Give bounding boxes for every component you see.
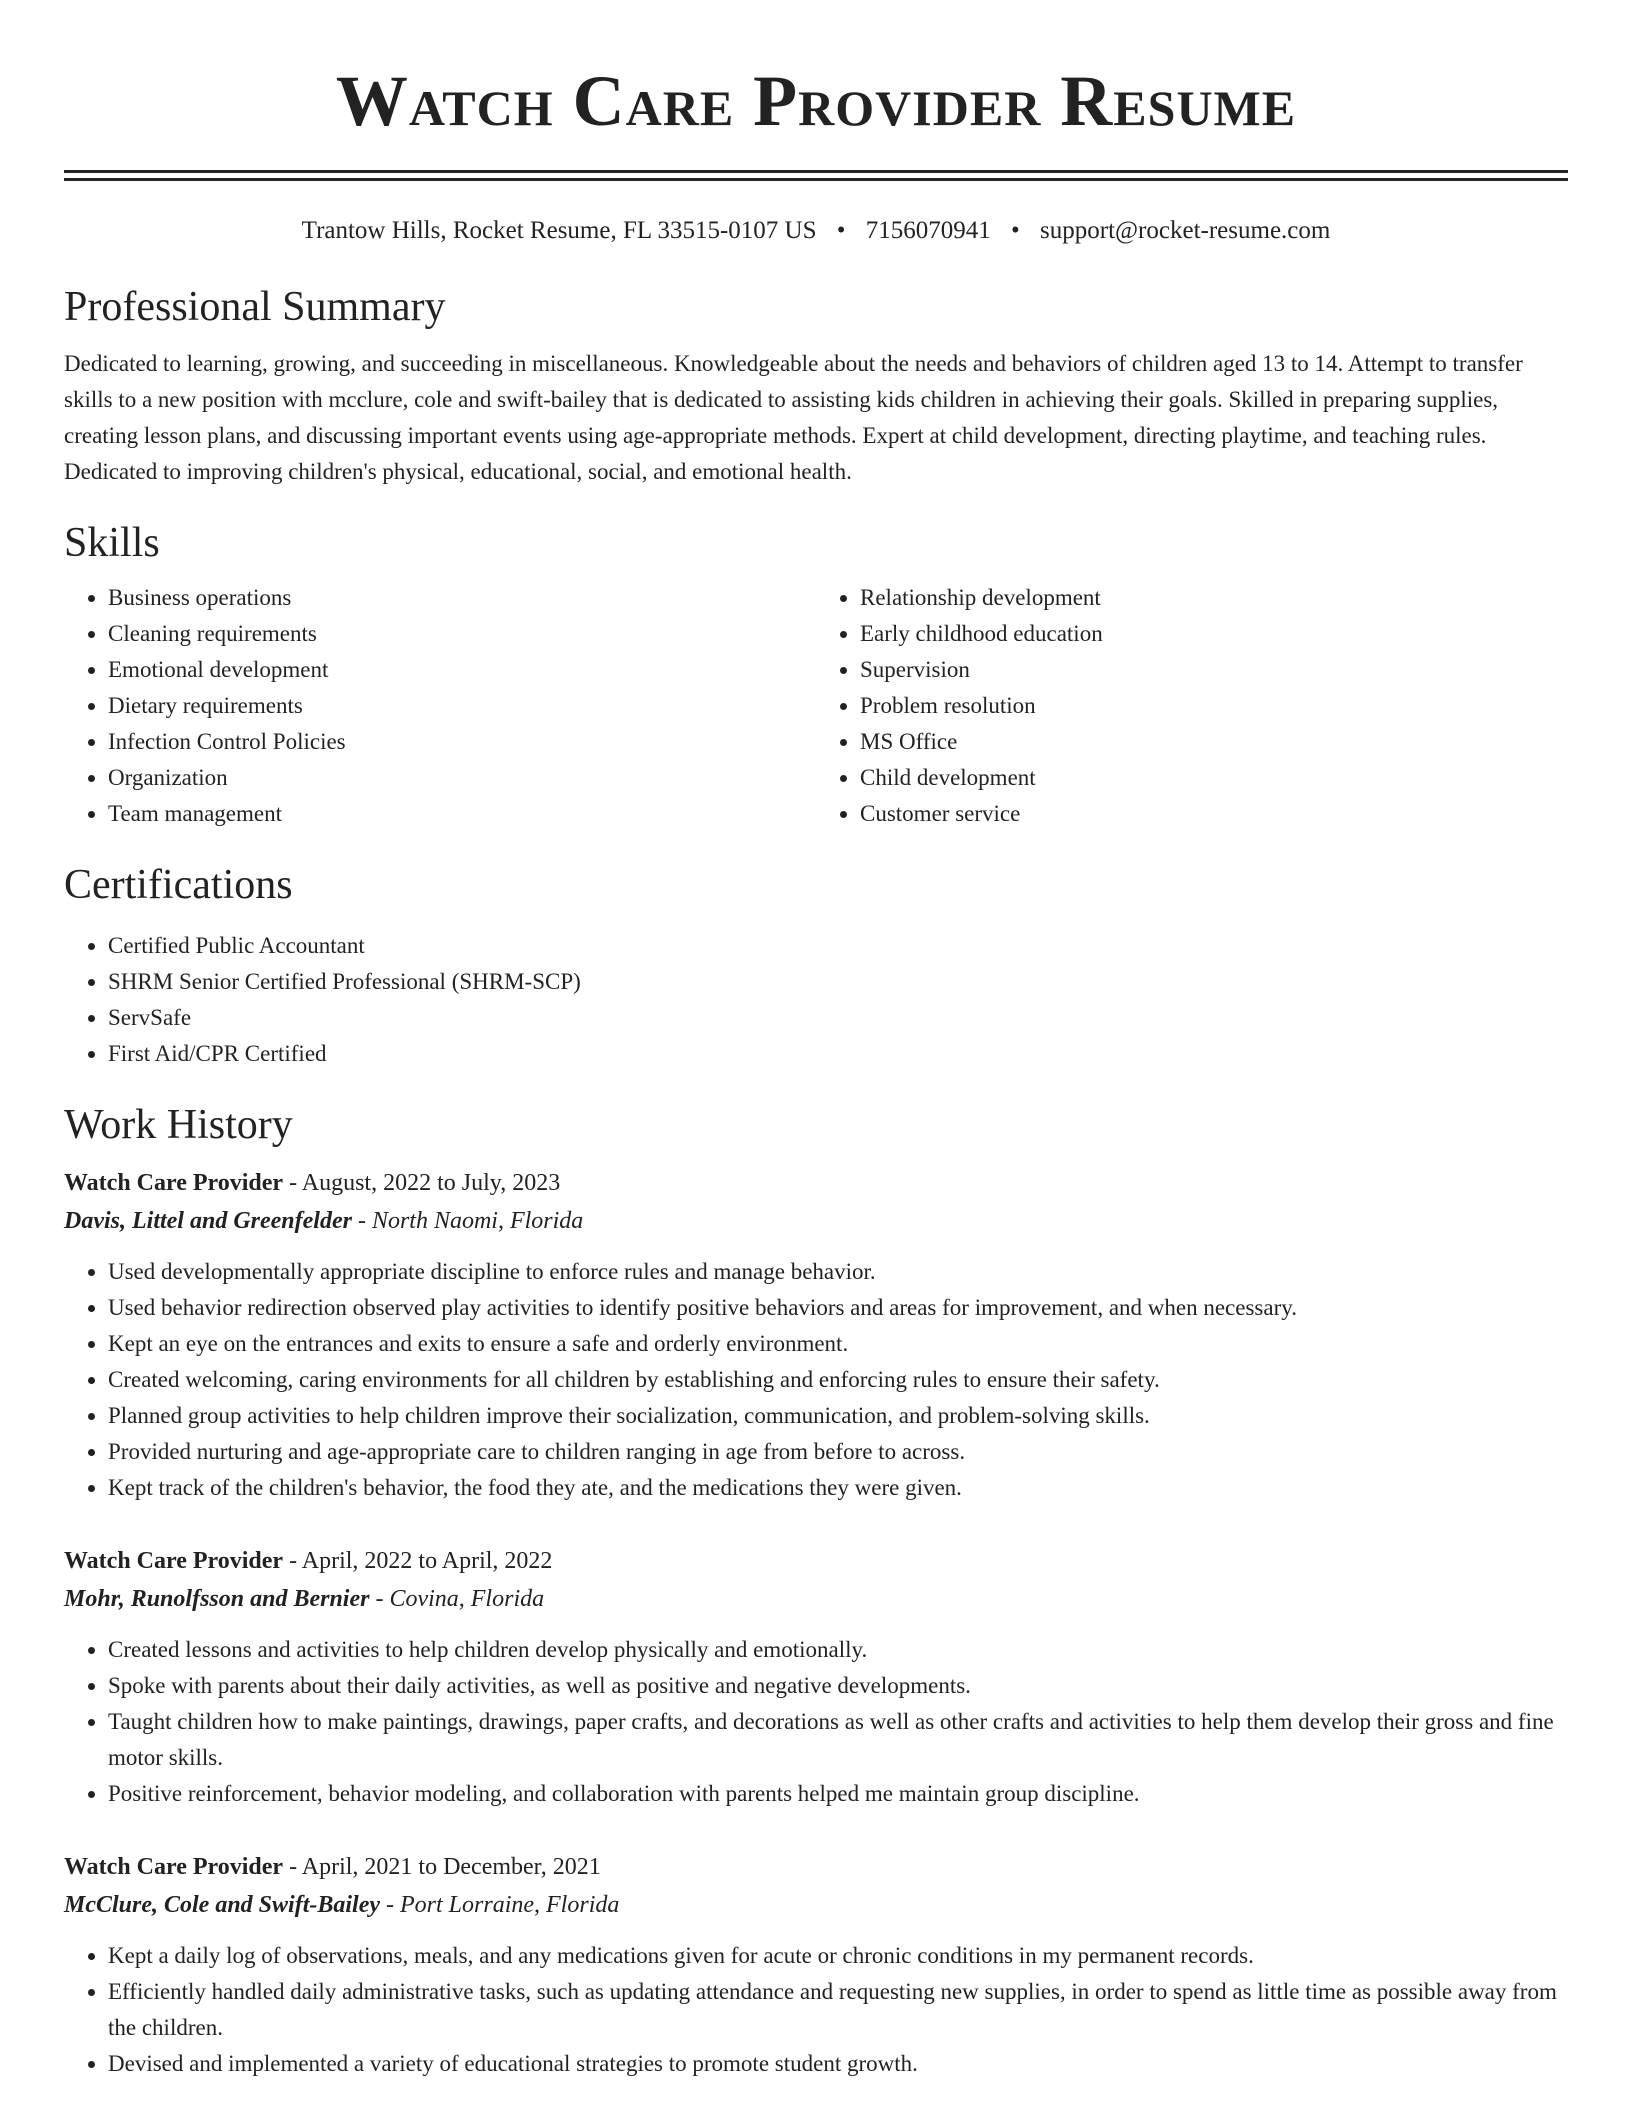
company-line bbox=[64, 1580, 1568, 1618]
job-bullet: • Positive reinforcement, behavior modeling, and collaboration with parents helped me maintain group discipline. bbox=[108, 1776, 1568, 1812]
job-bullet: • Spoke with parents about their daily activities, as well as positive and negative developments. bbox=[108, 1668, 1568, 1704]
summary-heading: Professional Summary bbox=[64, 284, 446, 330]
job-dates: - August, 2022 to July, 2023 bbox=[283, 1170, 561, 1196]
job-title: Watch Care Provider bbox=[64, 1170, 284, 1196]
job-bullets bbox=[64, 1632, 1568, 1812]
certifications-section bbox=[64, 860, 1568, 1072]
skill-item: • Organization bbox=[108, 760, 816, 796]
company-location: - Covina, Florida bbox=[369, 1586, 545, 1612]
skill-item: • MS Office bbox=[860, 724, 1568, 760]
contact-phone: 7156070941 bbox=[865, 217, 991, 244]
company-line bbox=[64, 1886, 1568, 1924]
work-history-section bbox=[64, 1100, 1568, 2082]
skill-item: • Problem resolution bbox=[860, 688, 1568, 724]
certification-item: • First Aid/CPR Certified bbox=[108, 1036, 1568, 1072]
job-title-line bbox=[64, 1848, 1568, 1886]
job-entry bbox=[64, 1542, 1568, 1812]
job-bullet: • Devised and implemented a variety of educational strategies to promote student growth. bbox=[108, 2046, 1568, 2082]
job-dates: - April, 2021 to December, 2021 bbox=[283, 1854, 601, 1880]
job-bullet: • Created welcoming, caring environments for all children by establishing and enforcing rules to ensure their safety. bbox=[108, 1362, 1568, 1398]
certifications-list bbox=[64, 928, 1568, 1072]
certification-item: • ServSafe bbox=[108, 1000, 1568, 1036]
contact-line bbox=[64, 214, 1568, 248]
skill-item: • Team management bbox=[108, 796, 816, 832]
skill-item: • Dietary requirements bbox=[108, 688, 816, 724]
contact-separator: • bbox=[836, 217, 846, 244]
summary-text: Dedicated to learning, growing, and succeeding in miscellaneous. Knowledgeable about the needs and behaviors of children aged 13 to 14. Attempt to transfer skills to a new position with mcclure, cole and swift-bailey that is dedicated to assisting kids children in achieving their goals. Skilled in preparing supplies, creating lesson plans, and discussing important events using age-appropriate methods. Expert at child development, directing playtime, and teaching rules. Dedicated to improving children's physical, educational, social, and emotional health. bbox=[64, 351, 1523, 484]
work-history-heading: Work History bbox=[64, 1102, 293, 1148]
skill-item: • Cleaning requirements bbox=[108, 616, 816, 652]
job-bullet: • Kept a daily log of observations, meals, and any medications given for acute or chronic conditions in my permanent records. bbox=[108, 1938, 1568, 1974]
job-bullets bbox=[64, 1938, 1568, 2082]
title-divider bbox=[64, 170, 1568, 181]
certification-item: • SHRM Senior Certified Professional (SHRM-SCP) bbox=[108, 964, 1568, 1000]
skill-item: • Business operations bbox=[108, 580, 816, 616]
skill-item: • Early childhood education bbox=[860, 616, 1568, 652]
job-bullet: • Taught children how to make paintings, drawings, paper crafts, and decorations as well as other crafts and activities to help them develop their gross and fine motor skills. bbox=[108, 1704, 1568, 1776]
skill-item: • Customer service bbox=[860, 796, 1568, 832]
company-name: Davis, Littel and Greenfelder bbox=[64, 1208, 352, 1234]
job-title: Watch Care Provider bbox=[64, 1854, 284, 1880]
skills-section bbox=[64, 518, 1568, 832]
job-bullet: • Efficiently handled daily administrative tasks, such as updating attendance and requesting new supplies, in order to spend as little time as possible away from the children. bbox=[108, 1974, 1568, 2046]
job-bullet: • Used developmentally appropriate discipline to enforce rules and manage behavior. bbox=[108, 1254, 1568, 1290]
job-dates: - April, 2022 to April, 2022 bbox=[283, 1548, 553, 1574]
job-entry bbox=[64, 1848, 1568, 2082]
company-line bbox=[64, 1202, 1568, 1240]
job-title-line bbox=[64, 1164, 1568, 1202]
job-bullets bbox=[64, 1254, 1568, 1506]
company-location: - North Naomi, Florida bbox=[351, 1208, 584, 1234]
job-bullet: • Kept an eye on the entrances and exits to ensure a safe and orderly environment. bbox=[108, 1326, 1568, 1362]
skills-list-right bbox=[816, 580, 1568, 832]
job-bullet: • Used behavior redirection observed play activities to identify positive behaviors and areas for improvement, and when necessary. bbox=[108, 1290, 1568, 1326]
skill-item: • Child development bbox=[860, 760, 1568, 796]
contact-separator: • bbox=[1011, 217, 1020, 244]
job-title: Watch Care Provider bbox=[64, 1548, 284, 1574]
company-name: Mohr, Runolfsson and Bernier bbox=[64, 1586, 370, 1612]
skills-list-left bbox=[64, 580, 816, 832]
contact-address: Trantow Hills, Rocket Resume, FL 33515-0107 US bbox=[301, 217, 817, 244]
skill-item: • Infection Control Policies bbox=[108, 724, 816, 760]
resume-title: Watch Care Provider Resume bbox=[335, 61, 1297, 141]
contact-email[interactable]: support@rocket-resume.com bbox=[1040, 217, 1331, 244]
job-entry bbox=[64, 1164, 1568, 1506]
company-location: - Port Lorraine, Florida bbox=[380, 1892, 620, 1918]
skill-item: • Emotional development bbox=[108, 652, 816, 688]
summary-section bbox=[64, 282, 1568, 490]
skills-heading: Skills bbox=[64, 520, 160, 566]
job-bullet: • Created lessons and activities to help children develop physically and emotionally. bbox=[108, 1632, 1568, 1668]
certification-item: • Certified Public Accountant bbox=[108, 928, 1568, 964]
skill-item: • Supervision bbox=[860, 652, 1568, 688]
job-title-line bbox=[64, 1542, 1568, 1580]
job-bullet: • Kept track of the children's behavior, the food they ate, and the medications they were given. bbox=[108, 1470, 1568, 1506]
job-bullet: • Planned group activities to help children improve their socialization, communication, and problem-solving skills. bbox=[108, 1398, 1568, 1434]
skills-grid bbox=[64, 580, 1568, 832]
skill-item: • Relationship development bbox=[860, 580, 1568, 616]
certifications-heading: Certifications bbox=[64, 862, 293, 908]
job-bullet: • Provided nurturing and age-appropriate care to children ranging in age from before to across. bbox=[108, 1434, 1568, 1470]
company-name: McClure, Cole and Swift-Bailey bbox=[64, 1892, 381, 1918]
